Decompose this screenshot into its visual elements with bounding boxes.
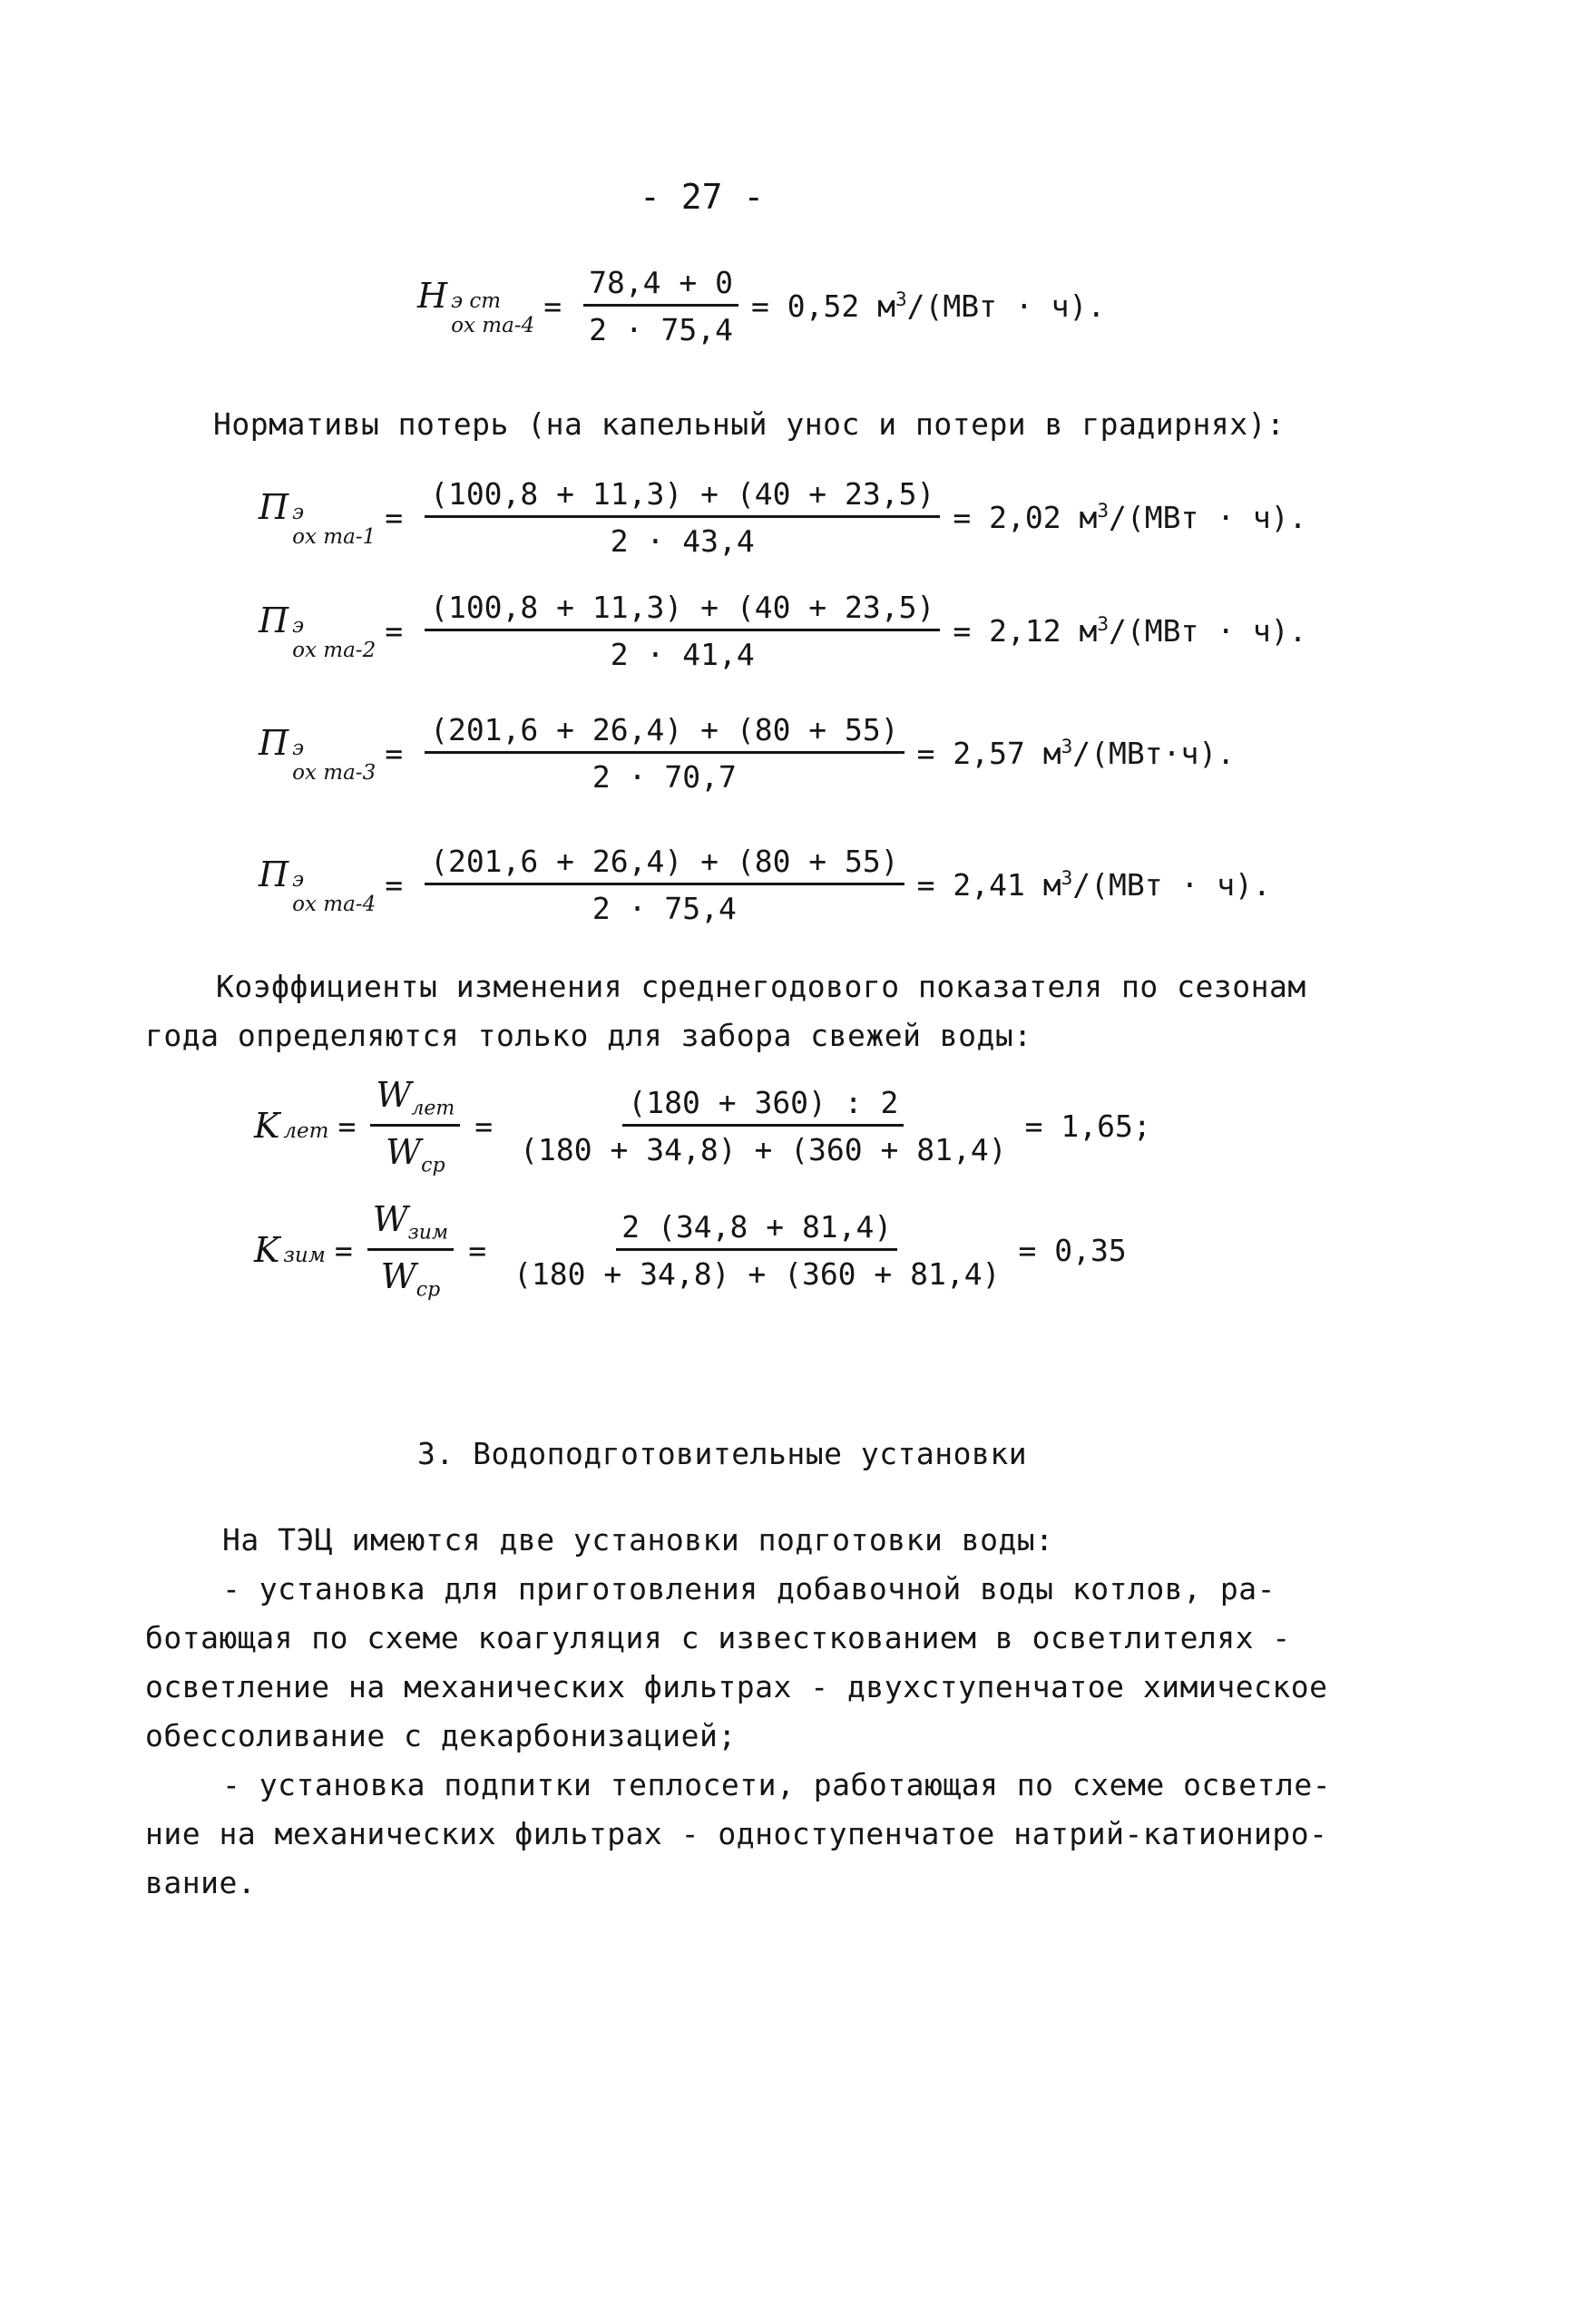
formula-result: = 1,65; <box>1024 1108 1151 1144</box>
formula-denominator: 2 · 41,4 <box>610 637 755 672</box>
formula-symbol: K <box>254 1106 280 1147</box>
k-winter-formula: K зим = $\frac{W_{зим}}{W_{ср}}$ = $\frac{2 (34,8 + 81,4)}{(180 + 34,8) + (360 + 81,4)}$ = 0,35 <box>254 1199 1127 1302</box>
formula-subscript: ох та-1 <box>292 525 376 549</box>
coef-intro-line-1: Коэффициенты изменения среднегодового показателя по сезонам <box>216 969 1306 1004</box>
formula-lhs <box>417 276 534 337</box>
formula-superscript: э <box>292 737 305 760</box>
ratio-fraction: $\frac{W_{лет}}{W_{ср}}$ <box>370 1075 460 1177</box>
section-title: 3. Водоподготовительные установки <box>417 1436 1028 1471</box>
formula-result: = 0,35 <box>1018 1232 1127 1268</box>
formula-subscript: лет <box>283 1119 329 1144</box>
formula-denominator: (180 + 34,8) + (360 + 81,4) <box>513 1255 1001 1292</box>
formula-denominator: 2 · 75,4 <box>592 891 737 926</box>
formula-result: = 0,52 $м^3/(МВт \cdot ч)$. <box>751 288 1106 324</box>
formula-result: = 2,02 $м^3/(МВт \cdot ч)$. <box>953 500 1307 535</box>
formula-symbol: П <box>259 723 289 763</box>
loss-formula-ta3: П э ох та-3 = $\frac{(201,6 + 26,4) + (80 + 55)}{2 \cdot 70,7}$ = 2,57 $м^3/(МВт\cdot ч)$. <box>259 712 1236 795</box>
formula-subscript: ох та-2 <box>292 639 376 662</box>
formula-numerator: 78,4 + 0 <box>583 265 738 307</box>
formula-denominator: (180 + 34,8) + (360 + 81,4) <box>520 1131 1007 1167</box>
body-line-1: На ТЭЦ имеются две установки подготовки воды: <box>222 1522 1054 1557</box>
formula-symbol: K <box>254 1230 280 1271</box>
formula-superscript: э <box>292 868 305 892</box>
body-line-6: - установка подпитки теплосети, работающая по схеме осветле- <box>222 1767 1332 1802</box>
formula-symbol: П <box>259 601 289 640</box>
norm-formula-ta4: H э ст ох та-4 = $\frac{78,4 + 0}{2 \cdot 75,4}$ = 0,52 $м^3/(МВт \cdot ч)$. <box>417 265 1106 347</box>
formula-fraction <box>583 265 738 347</box>
formula-numerator: (201,6 + 26,4) + (80 + 55) <box>425 712 904 754</box>
losses-intro: Нормативы потерь (на капельный унос и потери в градирнях): <box>213 406 1286 442</box>
formula-superscript: э <box>292 501 305 524</box>
formula-subscript: зим <box>283 1244 326 1268</box>
formula-result: = 2,41 $м^3/(МВт \cdot ч)$. <box>916 867 1271 903</box>
body-line-5: обессоливание с декарбонизацией; <box>145 1718 737 1753</box>
formula-superscript: э ст <box>451 289 502 313</box>
body-line-7: ние на механических фильтрах - одноступенчатое натрий-катионирo- <box>145 1816 1328 1851</box>
formula-symbol: П <box>259 854 289 894</box>
formula-denominator: 2 · 70,7 <box>592 759 737 795</box>
formula-symbol: П <box>259 487 289 527</box>
formula-symbol: H <box>417 276 448 316</box>
formula-denominator: 2 · 75,4 <box>589 312 734 347</box>
formula-denominator: 2 · 43,4 <box>610 523 755 559</box>
k-summer-formula: K лет = $\frac{W_{лет}}{W_{ср}}$ = $\frac{(180 + 360) : 2}{(180 + 34,8) + (360 + 81,4)}$ = 1,65; <box>254 1075 1151 1177</box>
page-number: - 27 - <box>640 177 765 217</box>
body-line-2: - установка для приготовления добавочной воды котлов, ра- <box>222 1571 1276 1606</box>
formula-numerator: (100,8 + 11,3) + (40 + 23,5) <box>425 590 940 631</box>
formula-result: = 2,57 $м^3/(МВт\cdot ч)$. <box>916 736 1236 771</box>
formula-numerator: (180 + 360) : 2 <box>622 1085 904 1127</box>
formula-superscript: э <box>292 614 305 638</box>
body-line-3: ботающая по схеме коагуляция с известкованием в осветлителях - <box>145 1620 1291 1655</box>
formula-subscript: ох та-4 <box>451 314 535 337</box>
body-line-4: осветление на механических фильтрах - двухступенчатое химическое <box>145 1669 1328 1704</box>
loss-formula-ta1: П э ох та-1 = $\frac{(100,8 + 11,3) + (40 + 23,5)}{2 \cdot 43,4}$ = 2,02 $м^3/(МВт \cdot ч)$. <box>259 476 1307 559</box>
formula-numerator: (100,8 + 11,3) + (40 + 23,5) <box>425 476 940 518</box>
loss-formula-ta4: П э ох та-4 = $\frac{(201,6 + 26,4) + (80 + 55)}{2 \cdot 75,4}$ = 2,41 $м^3/(МВт \cdot ч)$. <box>259 844 1271 926</box>
formula-numerator: (201,6 + 26,4) + (80 + 55) <box>425 844 904 885</box>
formula-result: = 2,12 $м^3/(МВт \cdot ч)$. <box>953 613 1307 649</box>
loss-formula-ta2: П э ох та-2 = $\frac{(100,8 + 11,3) + (40 + 23,5)}{2 \cdot 41,4}$ = 2,12 $м^3/(МВт \cdot ч)$. <box>259 590 1307 672</box>
formula-numerator: 2 (34,8 + 81,4) <box>616 1209 897 1251</box>
body-line-8: вание. <box>145 1865 257 1900</box>
formula-subscript: ох та-3 <box>292 761 376 785</box>
ratio-fraction: $\frac{W_{зим}}{W_{ср}}$ <box>367 1199 454 1301</box>
coef-intro-line-2: года определяются только для забора свежей воды: <box>145 1018 1032 1053</box>
formula-subscript: ох та-4 <box>292 893 376 916</box>
